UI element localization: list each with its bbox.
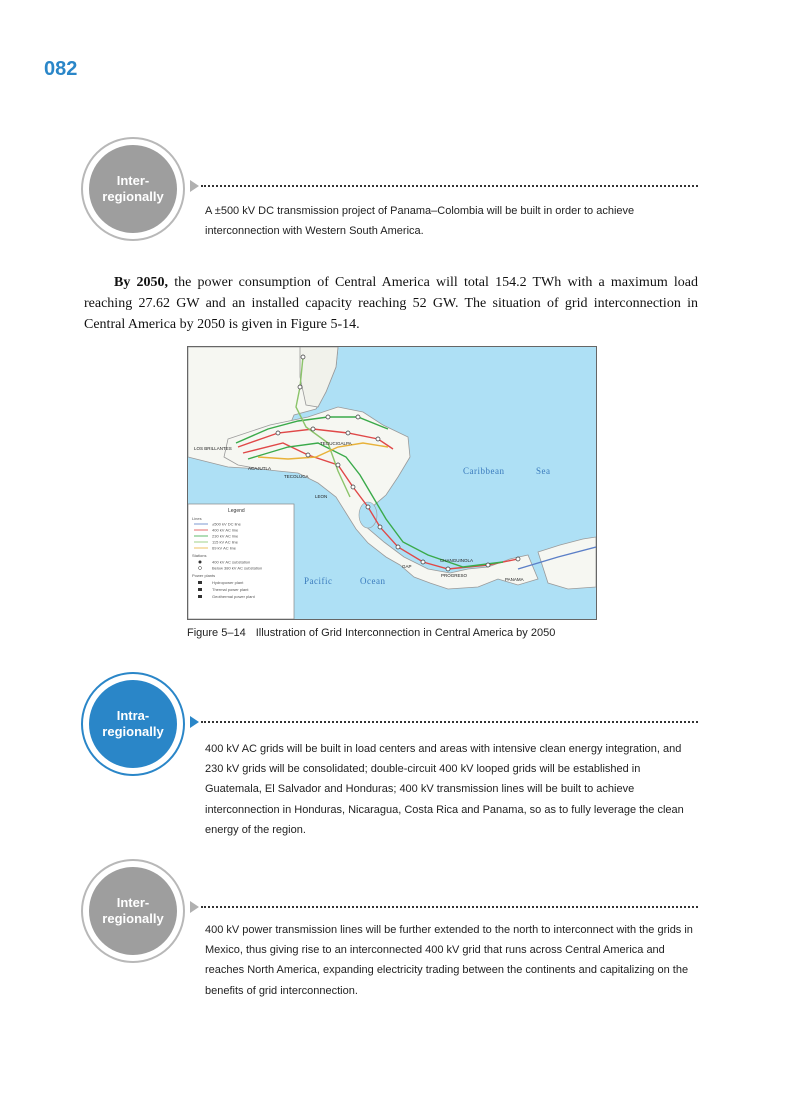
dotted-divider: [201, 185, 698, 187]
substation: [306, 453, 310, 457]
legend-plant-label: Geothermal power plant: [212, 594, 255, 599]
label-caribbean: Caribbean: [463, 466, 505, 476]
section-text: A ±500 kV DC transmission project of Panama–Colombia will be built in order to achieve interconnection with Western South America.: [205, 205, 635, 238]
pointer-arrow-icon: [190, 716, 199, 728]
badge-line-2: regionally: [102, 911, 164, 926]
legend-station-label: Below 380 kV AC substation: [212, 565, 263, 571]
substation: [351, 485, 355, 489]
paragraph-lead: By 2050,: [114, 275, 169, 290]
badge-label: [89, 680, 177, 768]
label-progreso: PROGRESO: [441, 573, 468, 578]
label-tecoluca: TECOLUCA: [284, 474, 309, 479]
substation: [356, 415, 360, 419]
label-sea: Sea: [536, 466, 551, 476]
label-acajutla: ACAJUTLA: [248, 466, 272, 471]
land-yucatan: [300, 347, 338, 407]
grid-map-figure: [187, 346, 597, 620]
substation: [486, 563, 490, 567]
intra-regional-badge: [81, 672, 185, 776]
legend-lines-heading: Lines: [192, 516, 202, 521]
inter-regional-badge: [81, 859, 185, 963]
caption-text: Illustration of Grid Interconnection in Central America by 2050: [255, 627, 556, 639]
badge-label: [89, 867, 177, 955]
legend-line-label: 115 kV AC line: [212, 539, 238, 545]
substation: [376, 437, 380, 441]
paragraph-rest: the power consumption of Central America will total 154.2 TWh with a maximum load reaching 27.62 GW and an installed capacity reaching 52 GW. The situation of grid interconnection in Central America by 2050 is given in Figure 5-14.: [84, 275, 698, 332]
substation: [366, 505, 370, 509]
substation: [346, 431, 350, 435]
legend-plant-label: Hydropower plant: [212, 580, 244, 585]
substation: [301, 355, 305, 359]
badge-line-2: regionally: [102, 189, 164, 204]
substation: [378, 525, 382, 529]
substation: [396, 545, 400, 549]
legend-station-label: 400 kV AC substation: [212, 559, 251, 565]
pointer-arrow-icon: [190, 901, 199, 913]
label-gap: GAP: [402, 564, 412, 569]
map-legend: [188, 504, 294, 619]
badge-line-1: Inter-: [116, 895, 150, 910]
legend-plants-heading: Power plants: [192, 573, 216, 578]
dotted-divider: [201, 906, 698, 908]
legend-title: Legend: [228, 508, 245, 514]
figure-caption: [187, 627, 555, 639]
label-panama: PANAMA: [505, 577, 524, 582]
badge-label: [89, 145, 177, 233]
pointer-arrow-icon: [190, 180, 199, 192]
substation: [298, 385, 302, 389]
substation: [516, 557, 520, 561]
caption-number: Figure 5–14: [187, 627, 246, 639]
substation: [336, 463, 340, 467]
label-pacific: Pacific: [304, 576, 333, 586]
badge-line-2: regionally: [102, 724, 164, 739]
legend-line-label: 400 kV AC line: [212, 527, 239, 533]
label-tegucigalpa: TEGUCIGALPA: [320, 441, 352, 446]
substation: [311, 427, 315, 431]
label-los-brillantes: LOS BRILLANTES: [194, 446, 232, 451]
substation: [326, 415, 330, 419]
substation: [446, 567, 450, 571]
land-colombia: [538, 537, 596, 589]
legend-line-label: ±500 kV DC line: [212, 521, 241, 527]
inter-regional-badge: [81, 137, 185, 241]
legend-plant-label: Thermal power plant: [212, 587, 249, 592]
section-text: 400 kV AC grids will be built in load centers and areas with intensive clean energy integration, and 230 kV grids will be consolidated; double-circuit 400 kV looped grids will be established in Guatemala, El Salvador and Honduras; 400 kV transmission lines will be built to achieve interconnection in Honduras, Nicaragua, Costa Rica and Panama, so as to fully leverage the clean energy of the region.: [205, 743, 684, 836]
substation: [421, 560, 425, 564]
legend-line-label: 69 kV AC line: [212, 545, 237, 551]
legend-stations-heading: Stations: [192, 553, 207, 558]
label-changuinola: CHANGUINOLA: [440, 558, 474, 563]
label-ocean: Ocean: [360, 576, 386, 586]
legend-line-label: 230 kV AC line: [212, 533, 239, 539]
badge-line-1: Inter-: [116, 173, 150, 188]
dotted-divider: [201, 721, 698, 723]
section-text: 400 kV power transmission lines will be further extended to the north to interconnect with the grids in Mexico, thus giving rise to an interconnected 400 kV grid that runs across Central America and reaches North America, expanding electricity trading between the continents and capitalizing on the benefits of grid interconnection.: [205, 924, 693, 997]
substation: [276, 431, 280, 435]
label-leon: LEON: [315, 494, 328, 499]
body-paragraph: [84, 272, 698, 335]
page-number: 082: [44, 58, 78, 80]
badge-line-1: Intra-: [116, 708, 150, 723]
